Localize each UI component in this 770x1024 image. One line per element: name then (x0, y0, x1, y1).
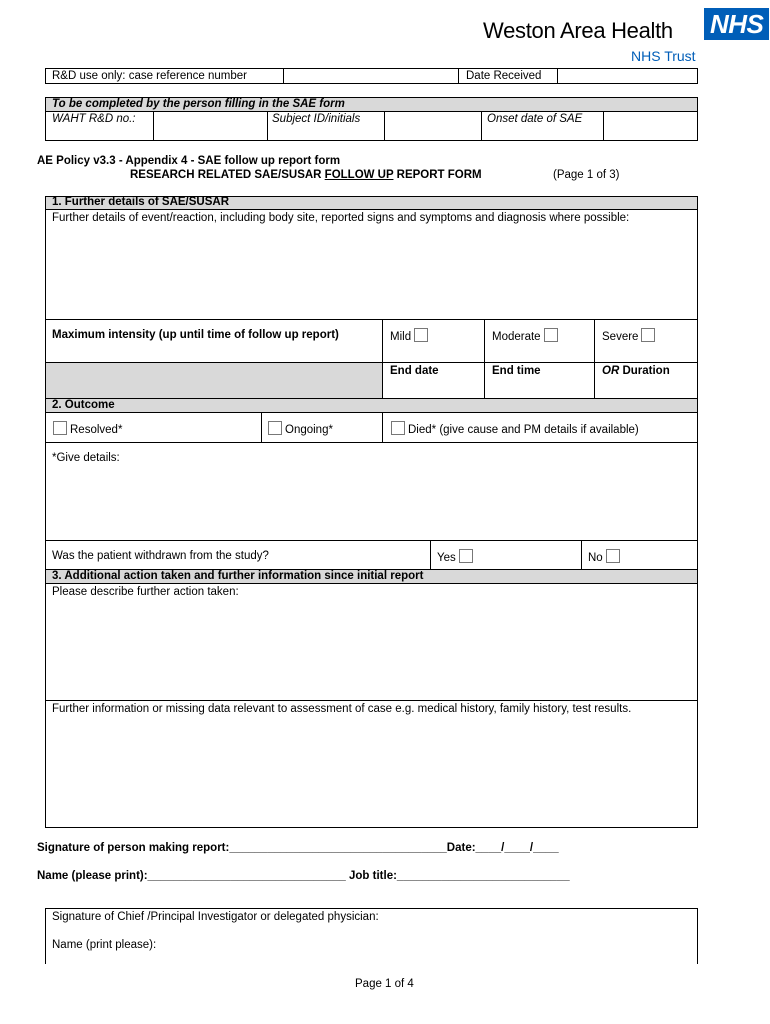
subject-id-field[interactable] (385, 112, 480, 140)
give-details-field[interactable] (46, 466, 697, 539)
section3-heading: 3. Additional action taken and further information since initial report (52, 570, 424, 582)
severe-option[interactable]: Severe (602, 328, 658, 344)
moderate-checkbox[interactable] (544, 328, 558, 342)
page-number: Page 1 of 4 (355, 978, 414, 990)
ci-name-label: Name (print please): (52, 939, 157, 951)
onset-date-field[interactable] (604, 112, 697, 140)
ongoing-checkbox[interactable] (268, 421, 282, 435)
further-action-field[interactable] (46, 600, 697, 699)
further-info-label: Further information or missing data relevant to assessment of case e.g. medical history, family history, test results. (52, 703, 632, 715)
policy-title: AE Policy v3.3 - Appendix 4 - SAE follow up report form (37, 155, 341, 167)
page-of-label: (Page 1 of 3) (553, 169, 620, 181)
nhs-logo: NHS (704, 8, 769, 40)
further-info-field[interactable] (46, 732, 697, 826)
section1-heading: 1. Further details of SAE/SUSAR (52, 196, 230, 208)
name-jobtitle-line[interactable]: Name (please print):_______________________________ Job title:___________________________ (37, 870, 570, 882)
section2-heading: 2. Outcome (52, 399, 115, 411)
onset-date-label: Onset date of SAE (487, 113, 583, 125)
end-date-label: End date (390, 365, 439, 377)
give-details-label: *Give details: (52, 452, 120, 464)
ci-signature-label: Signature of Chief /Principal Investigator or delegated physician: (52, 911, 379, 923)
duration-label: OR Duration (602, 365, 670, 377)
shaded-cell (46, 363, 382, 398)
signature-line[interactable]: Signature of person making report:__________________________________Date:____/____/____ (37, 842, 559, 854)
end-time-label: End time (492, 365, 541, 377)
waht-rd-field[interactable] (154, 112, 266, 140)
resolved-checkbox[interactable] (53, 421, 67, 435)
severe-checkbox[interactable] (641, 328, 655, 342)
event-details-field[interactable] (46, 240, 697, 318)
ongoing-option[interactable]: Ongoing* (265, 421, 333, 437)
yes-option[interactable]: Yes (437, 549, 476, 565)
no-checkbox[interactable] (606, 549, 620, 563)
org-name: Weston Area Health (483, 18, 673, 43)
intensity-label: Maximum intensity (up until time of follow up report) (52, 329, 339, 341)
form-title: RESEARCH RELATED SAE/SUSAR FOLLOW UP REPORT FORM (130, 169, 482, 181)
died-checkbox[interactable] (391, 421, 405, 435)
resolved-option[interactable]: Resolved* (50, 421, 122, 437)
waht-rd-label: WAHT R&D no.: (52, 113, 136, 125)
moderate-option[interactable]: Moderate (492, 328, 561, 344)
event-details-prompt: Further details of event/reaction, including body site, reported signs and symptoms and diagnosis where possible: (52, 212, 630, 224)
died-option[interactable]: Died* (give cause and PM details if available) (388, 421, 639, 437)
nhs-trust-label: NHS Trust (631, 48, 696, 64)
yes-checkbox[interactable] (459, 549, 473, 563)
further-action-label: Please describe further action taken: (52, 586, 239, 598)
mild-option[interactable]: Mild (390, 328, 431, 344)
date-received-label: Date Received (466, 70, 542, 82)
withdrawn-question: Was the patient withdrawn from the study? (52, 550, 269, 562)
subject-id-label: Subject ID/initials (272, 113, 361, 125)
no-option[interactable]: No (588, 549, 623, 565)
mild-checkbox[interactable] (414, 328, 428, 342)
completion-heading: To be completed by the person filling in the SAE form (52, 98, 345, 110)
case-ref-label: R&D use only: case reference number (52, 70, 247, 82)
case-ref-field[interactable] (283, 68, 459, 84)
